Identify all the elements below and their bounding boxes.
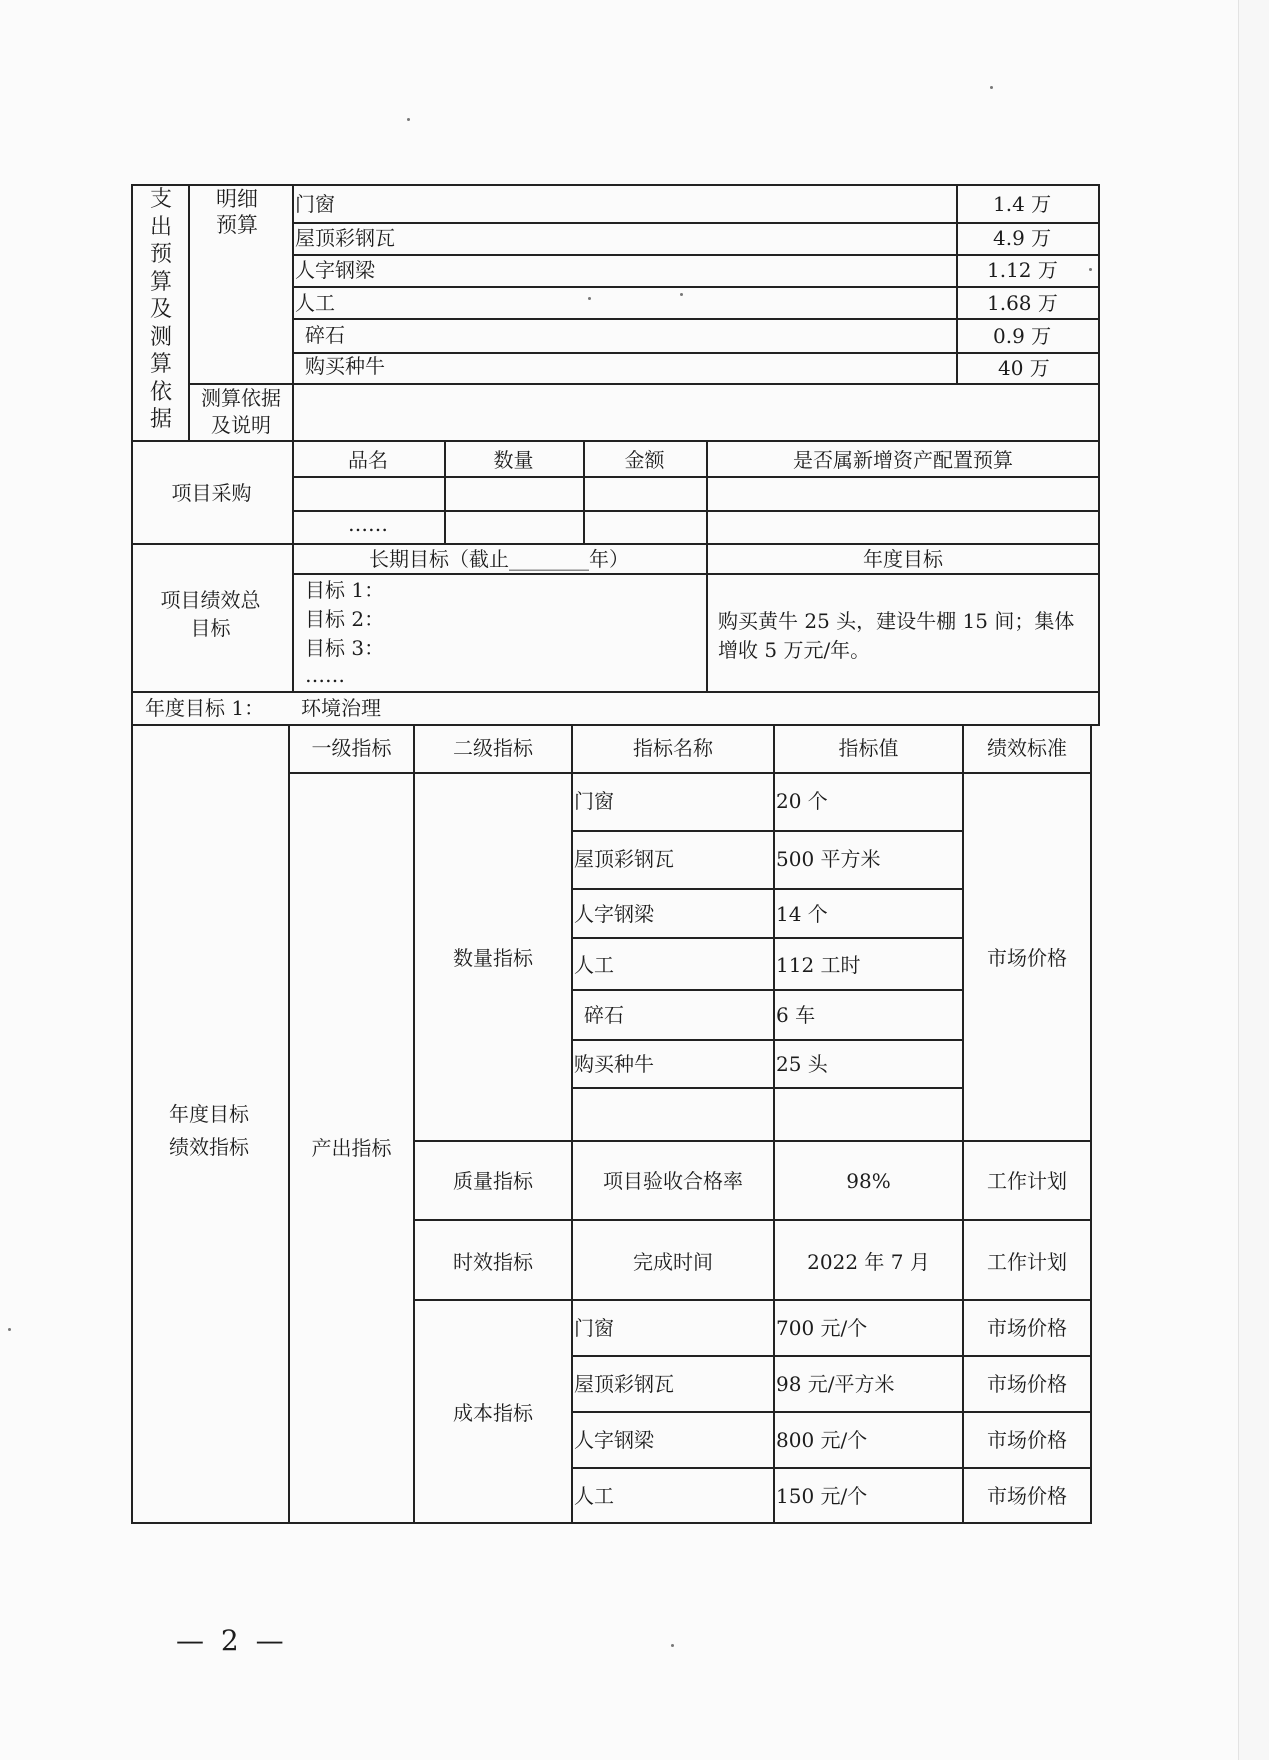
long-term-item: 目标 3： [305,636,385,660]
procurement-ellipsis: …… [348,512,388,536]
quality-name: 项目验收合格率 [603,1169,743,1193]
page-number: — 2 — [176,1624,288,1657]
cost-standard: 市场价格 [987,1428,1067,1452]
cost-name: 人字钢梁 [574,1428,654,1452]
timeliness-label: 时效指标 [453,1250,533,1274]
scan-speck [1089,268,1092,271]
budget-item-amount: 4.9 万 [993,226,1052,250]
budget-item-name: 碎石 [305,323,345,347]
budget-item-amount: 40 万 [998,356,1050,380]
timeliness-name: 完成时间 [633,1250,713,1274]
quality-label: 质量指标 [453,1169,533,1193]
cost-standard: 市场价格 [987,1484,1067,1508]
goals-label: 项目绩效总目标 [160,588,261,640]
budget-item-name: 购买种牛 [305,354,385,378]
cost-value: 800 元/个 [776,1428,868,1452]
quantity-value: 500 平方米 [776,847,881,871]
cost-label: 成本指标 [453,1401,533,1425]
quality-standard: 工作计划 [987,1169,1067,1193]
quantity-standard: 市场价格 [987,946,1067,970]
budget-item-amount: 1.4 万 [993,192,1052,216]
procurement-header: 金额 [624,448,665,472]
detail-budget-label: 明细预算 [216,187,258,237]
long-term-header: 长期目标（截止________年） [369,547,629,571]
scan-speck [990,86,993,89]
long-term-item: 目标 1： [305,578,385,602]
budget-item-name: 屋顶彩钢瓦 [295,226,395,250]
quantity-value: 20 个 [776,789,828,813]
quantity-name: 购买种牛 [574,1052,654,1076]
scan-speck [680,293,683,296]
budget-item-name: 门窗 [295,192,335,216]
procurement-label: 项目采购 [171,481,252,505]
quantity-name: 门窗 [574,789,614,813]
scan-speck [671,1644,674,1647]
budget-item-amount: 1.12 万 [987,258,1058,282]
quantity-name: 碎石 [584,1003,624,1027]
indicators-side-label: 年度目标绩效指标 [169,1102,249,1159]
cost-name: 人工 [574,1484,614,1508]
annual-goal-1-label: 年度目标 1： [145,696,265,720]
indicator-header: 绩效标准 [987,736,1067,760]
budget-item-name: 人工 [295,291,335,315]
annual-goal-1-value: 环境治理 [301,696,381,720]
quality-value: 98% [846,1169,891,1193]
budget-item-amount: 1.68 万 [987,291,1058,315]
procurement-header: 品名 [348,448,388,472]
cost-value: 700 元/个 [776,1316,868,1340]
quantity-value: 112 工时 [776,953,861,977]
quantity-name: 人工 [574,953,614,977]
cost-value: 98 元/平方米 [776,1372,895,1396]
indicator-header: 一级指标 [311,736,392,760]
quantity-value: 6 车 [776,1003,816,1027]
indicator-header: 指标名称 [633,736,713,760]
budget-section-label: 支出预算及测算依据 [149,187,172,432]
level1-output: 产出指标 [311,1136,392,1160]
quantity-value: 25 头 [776,1052,828,1076]
cost-standard: 市场价格 [987,1372,1067,1396]
procurement-header: 是否属新增资产配置预算 [793,448,1013,472]
scan-speck [8,1328,11,1331]
annual-header: 年度目标 [863,547,943,571]
scan-speck [407,118,410,121]
procurement-header: 数量 [493,448,534,472]
indicator-header: 二级指标 [453,736,533,760]
timeliness-value: 2022 年 7 月 [807,1250,930,1274]
annual-goal-text: 购买黄牛 25 头，建设牛棚 15 间；集体增收 5 万元/年。 [718,609,1075,662]
budget-item-name: 人字钢梁 [295,258,375,282]
budget-item-amount: 0.9 万 [993,324,1052,348]
indicator-header: 指标值 [838,736,899,760]
long-term-item: …… [305,663,345,687]
timeliness-standard: 工作计划 [987,1250,1067,1274]
cost-name: 门窗 [574,1316,614,1340]
basis-label: 测算依据及说明 [201,386,281,437]
scan-speck [588,297,591,300]
quantity-value: 14 个 [776,902,828,926]
quantity-name: 屋顶彩钢瓦 [574,847,674,871]
cost-value: 150 元/个 [776,1484,868,1508]
quantity-label: 数量指标 [453,946,533,970]
quantity-name: 人字钢梁 [574,902,654,926]
cost-name: 屋顶彩钢瓦 [574,1372,674,1396]
long-term-item: 目标 2： [305,607,385,631]
cost-standard: 市场价格 [987,1316,1067,1340]
